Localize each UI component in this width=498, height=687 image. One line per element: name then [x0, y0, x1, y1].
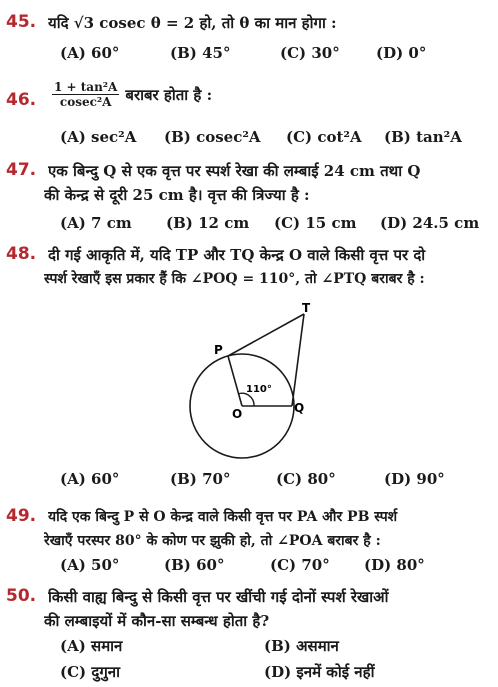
label-o: O: [232, 407, 243, 421]
label-angle: 110°: [246, 384, 272, 395]
question-text: यदि √3 cosec θ = 2 हो, तो θ का मान होगा :: [48, 14, 337, 32]
option-a: (A) 60°: [60, 470, 120, 488]
option-c: (C) 15 cm: [274, 214, 357, 232]
fraction-denominator: cosec²A: [59, 95, 112, 109]
label-t: T: [302, 301, 311, 315]
option-b: (B) 12 cm: [166, 214, 250, 232]
question-text-line-2: स्पर्श रेखाएँ इस प्रकार हैं कि ∠POQ = 110°, तो ∠PTQ बराबर है :: [44, 271, 425, 287]
label-p: P: [214, 343, 223, 357]
question-text: बराबर होता है :: [125, 85, 213, 104]
option-d: (D) इनमें कोई नहीं: [264, 663, 375, 681]
tangent-circle-figure: [180, 300, 340, 460]
option-a: (A) 50°: [60, 556, 120, 574]
tangent-tp: [228, 314, 304, 356]
option-b: (B) 45°: [170, 44, 231, 62]
option-b: (B) cosec²A: [164, 128, 261, 146]
option-a: (A) 60°: [60, 44, 120, 62]
option-d: (D) 24.5 cm: [380, 214, 480, 232]
tangent-tq: [292, 314, 304, 406]
question-text-line-2: रेखाएँ परस्पर 80° के कोण पर झुकी हो, तो ∠POA बराबर है :: [44, 533, 381, 549]
option-c: (C) cot²A: [286, 128, 362, 146]
option-d: (B) tan²A: [384, 128, 462, 146]
question-text-line-2: की केन्द्र से दूरी 25 cm है। वृत्त की त्रिज्या है :: [44, 186, 310, 204]
question-text-line-1: दी गई आकृति में, यदि TP और TQ केन्द्र O वाले किसी वृत्त पर दो: [48, 246, 426, 264]
option-b: (B) 60°: [164, 556, 225, 574]
question-text-line-1: एक बिन्दु Q से एक वृत्त पर स्पर्श रेखा की लम्बाई 24 cm तथा Q: [48, 162, 421, 180]
fraction-numerator: 1 + tan²A: [54, 80, 118, 94]
question-number: 47.: [6, 160, 37, 180]
option-c: (C) 30°: [280, 44, 340, 62]
option-a: (A) 7 cm: [60, 214, 132, 232]
option-c: (C) दुगुना: [60, 663, 120, 681]
option-d: (D) 90°: [384, 470, 445, 488]
option-d: (D) 80°: [364, 556, 425, 574]
question-text-line-1: किसी वाह्य बिन्दु से किसी वृत्त पर खींची गई दोनों स्पर्श रेखाओं: [48, 588, 389, 606]
radius-op: [228, 356, 242, 406]
question-number: 46.: [6, 90, 37, 110]
option-a: (A) sec²A: [60, 128, 137, 146]
question-number: 49.: [6, 506, 37, 526]
fraction: [52, 80, 119, 109]
option-b: (B) असमान: [264, 637, 339, 655]
option-c: (C) 70°: [270, 556, 330, 574]
question-number: 45.: [6, 12, 37, 32]
question-number: 50.: [6, 586, 37, 606]
question-number: 48.: [6, 244, 37, 264]
question-text-line-2: की लम्बाइयों में कौन-सा सम्बन्ध होता है?: [44, 612, 270, 630]
question-text-line-1: यदि एक बिन्दु P से O केन्द्र वाले किसी वृत्त पर PA और PB स्पर्श: [48, 509, 398, 525]
option-c: (C) 80°: [276, 470, 336, 488]
label-q: Q: [294, 401, 305, 415]
option-d: (D) 0°: [376, 44, 427, 62]
option-a: (A) समान: [60, 637, 123, 655]
option-b: (B) 70°: [170, 470, 231, 488]
